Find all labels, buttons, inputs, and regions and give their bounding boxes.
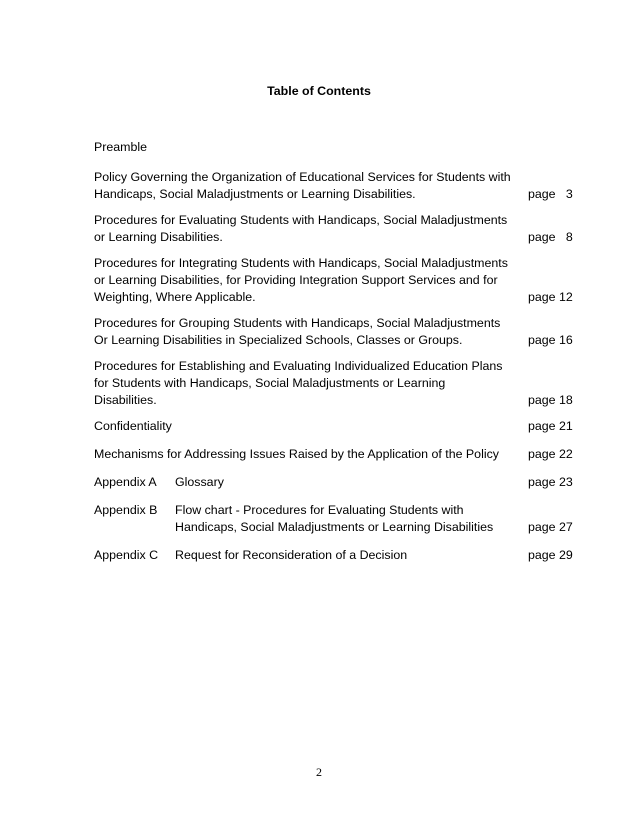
toc-appendix-c [94, 547, 578, 564]
toc-entry-page: page 21 [528, 419, 573, 433]
appendix-text: Request for Reconsideration of a Decision [175, 548, 408, 562]
toc-entry-text: Policy Governing the Organization of Educational Services for Students with Handicaps, Social Maladjustments or Learning Disabilities. [94, 170, 511, 201]
toc-entry-confidentiality [94, 418, 578, 435]
appendix-text: Glossary [175, 475, 224, 489]
toc-appendix-a [94, 474, 578, 491]
toc-entry-page: page 3 [528, 187, 573, 201]
appendix-label: Appendix A [94, 475, 157, 489]
appendix-page: page 23 [528, 475, 573, 489]
toc-entry-page: page 22 [528, 447, 573, 461]
toc-entry-page: page 18 [528, 393, 573, 407]
appendix-page: page 27 [528, 520, 573, 534]
toc-entry-grouping [94, 315, 578, 349]
toc-list [94, 139, 578, 575]
toc-entry-text: Procedures for Evaluating Students with Handicaps, Social Maladjustments or Learning Disabilities. [94, 213, 508, 244]
toc-entry-page: page 12 [528, 290, 573, 304]
toc-entry-integrating [94, 255, 578, 306]
appendix-label: Appendix C [94, 548, 159, 562]
page-title: Table of Contents [267, 84, 371, 98]
page-number: 2 [316, 765, 322, 779]
toc-entry-text: Procedures for Integrating Students with Handicaps, Social Maladjustments or Learning Disabilities, for Providing Integration Support Services and for Weighting, Where Applicable. [94, 256, 508, 304]
toc-entry-evaluating [94, 212, 578, 246]
appendix-page: page 29 [528, 548, 573, 562]
toc-entry-text: Procedures for Establishing and Evaluating Individualized Education Plans for Students with Handicaps, Social Maladjustments or Learning Disabilities. [94, 359, 503, 407]
toc-entry-preamble [94, 139, 578, 156]
toc-entry-mechanisms [94, 446, 578, 463]
toc-entry-text: Mechanisms for Addressing Issues Raised by the Application of the Policy [94, 447, 499, 461]
appendix-text: Flow chart - Procedures for Evaluating Students with Handicaps, Social Maladjustments or Learning Disabilities [175, 503, 494, 534]
toc-entry-text: Procedures for Grouping Students with Handicaps, Social Maladjustments Or Learning Disabilities in Specialized Schools, Classes or Groups. [94, 316, 501, 347]
toc-entry-policy [94, 169, 578, 203]
toc-entry-page: page 16 [528, 333, 573, 347]
toc-entry-text: Confidentiality [94, 419, 172, 433]
toc-entry-iep [94, 358, 578, 409]
toc-entry-page: page 8 [528, 230, 573, 244]
toc-appendix-b [94, 502, 578, 536]
appendix-label: Appendix B [94, 503, 158, 517]
toc-entry-text: Preamble [94, 140, 148, 154]
